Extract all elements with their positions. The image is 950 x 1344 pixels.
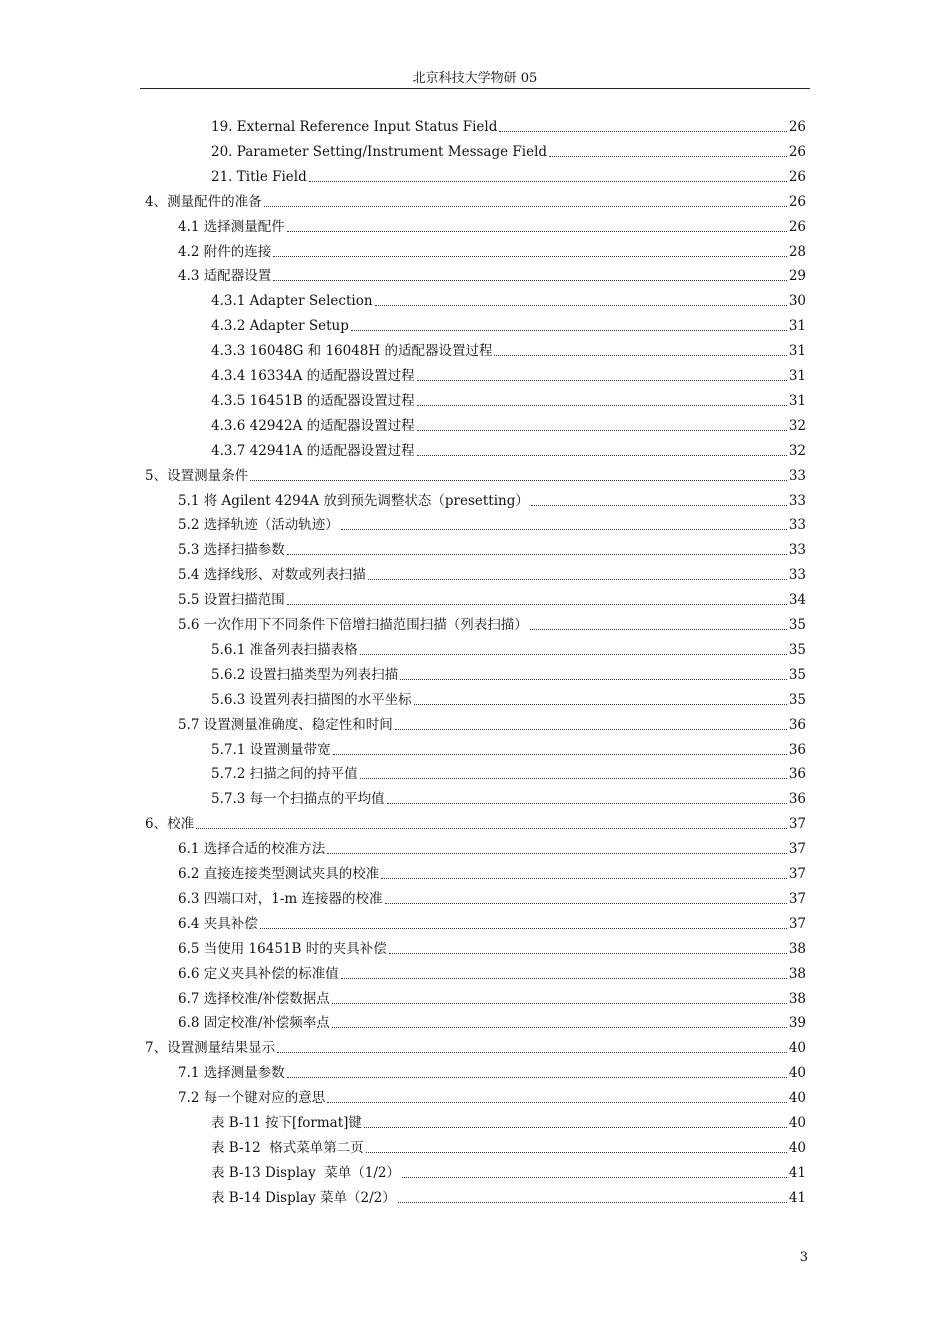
toc-entry-page: 38 [788, 965, 806, 982]
toc-entry[interactable] [178, 938, 806, 960]
toc-entry[interactable] [178, 564, 806, 586]
dot-leader [400, 679, 787, 680]
dot-leader [387, 803, 787, 804]
toc-entry[interactable] [211, 141, 806, 163]
toc-entry[interactable] [211, 365, 806, 387]
toc-entry-page: 30 [788, 293, 806, 310]
dot-leader [273, 256, 787, 257]
toc-entry-title: 4.3.2 Adapter Setup [211, 318, 349, 335]
dot-leader [341, 529, 787, 530]
toc-entry-title: 表 B-14 Display 菜单（2/2） [211, 1189, 396, 1206]
toc-entry-title: 6.5 当使用 16451B 时的夹具补偿 [178, 940, 387, 957]
dot-leader [287, 1077, 787, 1078]
toc-entry-page: 26 [788, 193, 806, 210]
dot-leader [414, 704, 787, 705]
toc-entry-page: 33 [788, 492, 806, 509]
toc-entry-page: 26 [788, 143, 806, 160]
toc-entry-page: 40 [788, 1040, 806, 1057]
toc-entry-page: 37 [788, 841, 806, 858]
toc-entry[interactable] [211, 739, 806, 761]
toc-entry-title: 6.6 定义夹具补偿的标准值 [178, 965, 339, 982]
toc-entry-page: 32 [788, 417, 806, 434]
toc-entry-page: 41 [788, 1189, 806, 1206]
toc-entry[interactable] [178, 490, 806, 512]
toc-entry-page: 31 [788, 368, 806, 384]
toc-entry-title: 7、设置测量结果显示 [145, 1040, 276, 1057]
toc-entry-title: 20. Parameter Setting/Instrument Message Field [211, 143, 548, 160]
toc-entry[interactable] [178, 714, 806, 736]
dot-leader [196, 828, 787, 829]
toc-entry-title: 5.7.1 设置测量带宽 [211, 741, 331, 758]
toc-entry[interactable] [211, 440, 806, 462]
dot-leader [327, 853, 787, 854]
toc-entry-page: 31 [788, 343, 806, 360]
toc-entry-page: 38 [788, 990, 806, 1007]
toc-entry[interactable] [178, 1062, 806, 1084]
toc-entry-page: 36 [788, 791, 806, 808]
toc-entry[interactable] [145, 1037, 806, 1059]
toc-entry-title: 7.1 选择测量参数 [178, 1065, 285, 1082]
dot-leader [260, 928, 787, 929]
toc-entry-title: 5.3 选择扫描参数 [178, 542, 285, 559]
toc-entry[interactable] [211, 788, 806, 810]
toc-entry-page: 36 [788, 741, 806, 758]
toc-entry-title: 4.3.7 42941A 的适配器设置过程 [211, 442, 415, 459]
toc-entry-page: 40 [788, 1090, 806, 1107]
dot-leader [368, 579, 787, 580]
dot-leader [287, 231, 787, 232]
toc-entry-page: 33 [788, 542, 806, 559]
toc-entry-page: 37 [788, 816, 806, 833]
toc-entry-page: 40 [788, 1115, 806, 1131]
toc-entry-title: 4.1 选择测量配件 [178, 218, 285, 235]
toc-entry-page: 35 [788, 666, 806, 683]
toc-entry-page: 35 [788, 617, 806, 633]
toc-entry-title: 5.6.1 准备列表扫描表格 [211, 641, 358, 658]
toc-entry[interactable] [211, 1162, 806, 1184]
toc-entry-page: 40 [788, 1139, 806, 1156]
toc-entry-page: 28 [788, 243, 806, 260]
toc-entry[interactable] [211, 116, 806, 138]
toc-entry-page: 26 [788, 119, 806, 135]
header-rule [140, 88, 810, 89]
dot-leader [499, 131, 786, 132]
dot-leader [398, 1202, 787, 1203]
toc-entry[interactable] [178, 913, 806, 935]
toc-entry-title: 6.2 直接连接类型测试夹具的校准 [178, 866, 380, 882]
toc-entry-page: 37 [788, 915, 806, 932]
toc-entry-title: 6、校准 [145, 816, 195, 833]
toc-entry-title: 表 B-12 格式菜单第二页 [211, 1139, 364, 1156]
toc-entry-page: 31 [788, 318, 806, 335]
dot-leader [351, 330, 787, 331]
dot-leader [494, 355, 786, 356]
toc-entry-page: 36 [788, 716, 806, 733]
dot-leader [395, 729, 787, 730]
dot-leader [381, 878, 787, 879]
toc-entry[interactable] [178, 1012, 806, 1034]
toc-entry-page: 33 [788, 467, 806, 484]
toc-entry[interactable] [178, 838, 806, 860]
dot-leader [417, 430, 787, 431]
toc-entry[interactable] [178, 614, 806, 636]
dot-leader [360, 654, 787, 655]
toc-entry-title: 5.4 选择线形、对数或列表扫描 [178, 567, 366, 584]
toc-entry-page: 31 [788, 392, 806, 409]
toc-entry[interactable] [178, 888, 806, 910]
toc-entry[interactable] [178, 863, 806, 885]
dot-leader [277, 1052, 787, 1053]
dot-leader [287, 604, 787, 605]
toc-entry[interactable] [211, 1137, 806, 1159]
dot-leader [273, 280, 787, 281]
toc-entry[interactable] [211, 689, 806, 711]
toc-entry-page: 35 [788, 641, 806, 658]
toc-entry-title: 5.7.3 每一个扫描点的平均值 [211, 791, 385, 808]
toc-entry-title: 4.3.6 42942A 的适配器设置过程 [211, 417, 415, 434]
dot-leader [341, 978, 787, 979]
toc-entry-title: 5.7.2 扫描之间的持平值 [211, 766, 358, 783]
dot-leader [417, 405, 787, 406]
toc-entry-page: 33 [788, 567, 806, 584]
dot-leader [385, 903, 787, 904]
toc-entry[interactable] [211, 290, 806, 312]
toc-entry[interactable] [211, 639, 806, 661]
toc-entry[interactable] [145, 813, 806, 835]
dot-leader [530, 629, 787, 630]
toc-entry-title: 4.2 附件的连接 [178, 243, 272, 260]
toc-entry-title: 5.2 选择轨迹（活动轨迹） [178, 517, 339, 534]
toc-entry[interactable] [145, 191, 806, 213]
toc-entry-title: 5.7 设置测量准确度、稳定性和时间 [178, 716, 393, 733]
toc-entry-page: 37 [788, 866, 806, 882]
toc-entry-title: 5.1 将 Agilent 4294A 放到预先调整状态（presetting） [178, 492, 529, 509]
dot-leader [375, 305, 787, 306]
toc-entry-title: 7.2 每一个键对应的意思 [178, 1090, 326, 1107]
toc-entry-page: 36 [788, 766, 806, 783]
toc-entry-title: 5、设置测量条件 [145, 467, 249, 484]
toc-entry[interactable] [178, 265, 806, 287]
dot-leader [531, 505, 787, 506]
dot-leader [402, 1177, 787, 1178]
toc-entry-title: 表 B-13 Display 菜单（1/2） [211, 1164, 401, 1181]
toc-entry[interactable] [211, 340, 806, 362]
toc-entry-title: 4.3.5 16451B 的适配器设置过程 [211, 392, 415, 409]
toc-entry-page: 26 [788, 218, 806, 235]
toc-entry-page: 41 [788, 1164, 806, 1181]
toc-entry-title: 4.3.3 16048G 和 16048H 的适配器设置过程 [211, 343, 493, 360]
toc-entry[interactable] [211, 664, 806, 686]
toc-entry[interactable] [178, 514, 806, 536]
toc-entry[interactable] [178, 963, 806, 985]
toc-entry[interactable] [178, 241, 806, 263]
toc-entry-title: 表 B-11 按下[format]键 [211, 1115, 362, 1131]
toc-entry-title: 4、测量配件的准备 [145, 193, 262, 210]
dot-leader [327, 1102, 787, 1103]
toc-entry[interactable] [211, 166, 806, 188]
toc-entry[interactable] [211, 415, 806, 437]
toc-entry-page: 29 [788, 268, 806, 285]
dot-leader [549, 156, 787, 157]
toc-entry-title: 6.3 四端口对，1-m 连接器的校准 [178, 890, 383, 907]
toc-entry-title: 21. Title Field [211, 168, 307, 185]
toc-entry-page: 37 [788, 890, 806, 907]
toc-entry-title: 5.6 一次作用下不同条件下倍增扫描范围扫描（列表扫描） [178, 617, 528, 633]
toc-entry[interactable] [211, 1187, 806, 1209]
toc-entry[interactable] [211, 390, 806, 412]
toc-entry-title: 4.3.4 16334A 的适配器设置过程 [211, 368, 415, 384]
toc-entry-page: 33 [788, 517, 806, 534]
dot-leader [389, 953, 787, 954]
toc-entry-title: 5.5 设置扫描范围 [178, 592, 285, 609]
dot-leader [332, 1003, 787, 1004]
toc-entry-page: 26 [788, 168, 806, 185]
toc-entry[interactable] [145, 465, 806, 487]
toc-entry-title: 19. External Reference Input Status Field [211, 119, 498, 135]
dot-leader [287, 554, 787, 555]
dot-leader [332, 1027, 787, 1028]
toc-entry-title: 4.3.1 Adapter Selection [211, 293, 373, 310]
toc-entry[interactable] [178, 988, 806, 1010]
toc-entry[interactable] [211, 763, 806, 785]
page-number: 3 [799, 1250, 808, 1265]
toc-entry-page: 35 [788, 691, 806, 708]
dot-leader [264, 206, 787, 207]
dot-leader [417, 455, 787, 456]
dot-leader [309, 181, 787, 182]
toc-entry-page: 38 [788, 940, 806, 957]
toc-entry-page: 34 [788, 592, 806, 609]
toc-entry-page: 40 [788, 1065, 806, 1082]
toc-entry-title: 6.8 固定校准/补偿频率点 [178, 1015, 330, 1032]
toc-entry-title: 6.1 选择合适的校准方法 [178, 841, 326, 858]
toc-entry-title: 5.6.3 设置列表扫描图的水平坐标 [211, 691, 412, 708]
dot-leader [250, 480, 787, 481]
toc-entry[interactable] [178, 216, 806, 238]
toc-entry[interactable] [178, 1087, 806, 1109]
page-header: 北京科技大学物研 05 [412, 71, 538, 86]
dot-leader [366, 1152, 787, 1153]
toc-entry[interactable] [178, 589, 806, 611]
toc-entry-title: 6.4 夹具补偿 [178, 915, 258, 932]
toc-entry-page: 32 [788, 442, 806, 459]
toc-entry[interactable] [211, 315, 806, 337]
toc-entry-title: 5.6.2 设置扫描类型为列表扫描 [211, 666, 399, 683]
toc-entry-title: 4.3 适配器设置 [178, 268, 272, 285]
dot-leader [333, 754, 787, 755]
dot-leader [417, 380, 787, 381]
toc-entry[interactable] [178, 539, 806, 561]
toc-entry-title: 6.7 选择校准/补偿数据点 [178, 990, 330, 1007]
dot-leader [360, 778, 787, 779]
toc-entry-page: 39 [788, 1015, 806, 1032]
dot-leader [364, 1127, 787, 1128]
toc-entry[interactable] [211, 1112, 806, 1134]
